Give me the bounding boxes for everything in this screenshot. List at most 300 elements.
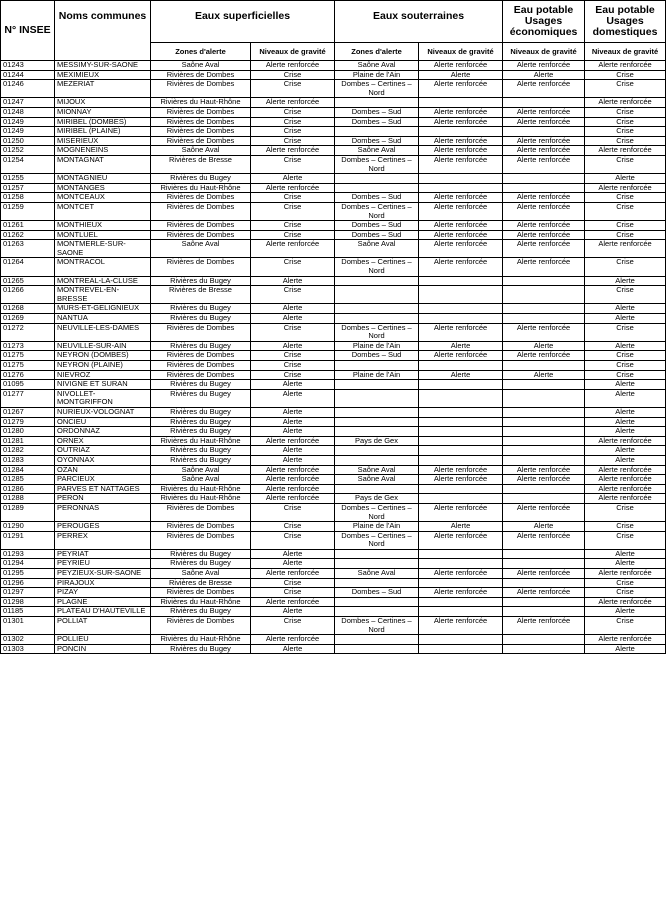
zone-sout-cell <box>335 578 419 588</box>
eau-eco-cell: Alerte <box>503 341 585 351</box>
eau-dom-cell: Crise <box>585 578 666 588</box>
table-row <box>1 559 666 569</box>
zone-sout-cell: Saône Aval <box>335 569 419 579</box>
niveau-sout-cell <box>419 127 503 137</box>
zone-sout-cell <box>335 407 419 417</box>
niveau-sout-cell <box>419 286 503 304</box>
niveau-sup-cell: Crise <box>251 286 335 304</box>
zone-sup-cell: Rivières du Haut-Rhône <box>151 494 251 504</box>
commune-cell: MONTCET <box>55 202 151 220</box>
eau-eco-cell <box>503 276 585 286</box>
zone-sout-cell: Plaine de l'Ain <box>335 522 419 532</box>
niveau-sout-cell <box>419 578 503 588</box>
niveau-sout-cell <box>419 183 503 193</box>
zone-sup-cell: Rivières de Dombes <box>151 193 251 203</box>
table-row <box>1 98 666 108</box>
subheader-zones-sout: Zones d'alerte <box>335 43 419 61</box>
niveau-sup-cell: Alerte renforcée <box>251 569 335 579</box>
eau-eco-cell <box>503 436 585 446</box>
niveau-sup-cell: Alerte <box>251 446 335 456</box>
eau-eco-cell: Alerte renforcée <box>503 61 585 71</box>
subheader-zones-sup: Zones d'alerte <box>151 43 251 61</box>
niveau-sup-cell: Alerte <box>251 427 335 437</box>
eau-eco-cell: Alerte renforcée <box>503 531 585 549</box>
zone-sup-cell: Rivières du Bugey <box>151 644 251 654</box>
table-row <box>1 136 666 146</box>
eau-eco-cell <box>503 484 585 494</box>
zone-sup-cell: Rivières de Dombes <box>151 70 251 80</box>
niveau-sup-cell: Alerte <box>251 389 335 407</box>
commune-cell: OYONNAX <box>55 455 151 465</box>
eau-eco-cell: Alerte renforcée <box>503 202 585 220</box>
eau-eco-cell: Alerte renforcée <box>503 146 585 156</box>
niveau-sout-cell <box>419 380 503 390</box>
table-row <box>1 107 666 117</box>
eau-eco-cell: Alerte renforcée <box>503 258 585 276</box>
eau-eco-cell: Alerte renforcée <box>503 136 585 146</box>
niveau-sout-cell <box>419 597 503 607</box>
zone-sup-cell: Rivières de Dombes <box>151 136 251 146</box>
zone-sup-cell: Saône Aval <box>151 569 251 579</box>
zone-sup-cell: Rivières de Dombes <box>151 107 251 117</box>
eau-dom-cell: Alerte <box>585 644 666 654</box>
eau-eco-cell <box>503 559 585 569</box>
niveau-sup-cell: Alerte <box>251 276 335 286</box>
niveau-sout-cell <box>419 607 503 617</box>
zone-sout-cell: Dombes – Sud <box>335 221 419 231</box>
niveau-sout-cell <box>419 484 503 494</box>
table-row <box>1 549 666 559</box>
eau-eco-cell <box>503 635 585 645</box>
niveau-sout-cell: Alerte <box>419 341 503 351</box>
niveau-sout-cell <box>419 446 503 456</box>
eau-dom-cell: Alerte <box>585 314 666 324</box>
commune-cell: MISERIEUX <box>55 136 151 146</box>
commune-cell: PARCIEUX <box>55 475 151 485</box>
niveau-sout-cell <box>419 635 503 645</box>
table-row <box>1 484 666 494</box>
zone-sout-cell: Dombes – Certines – Nord <box>335 258 419 276</box>
table-row <box>1 323 666 341</box>
niveau-sout-cell: Alerte renforcée <box>419 258 503 276</box>
eau-eco-cell: Alerte renforcée <box>503 503 585 521</box>
table-row <box>1 389 666 407</box>
commune-cell: PLATEAU D'HAUTEVILLE <box>55 607 151 617</box>
table-row <box>1 531 666 549</box>
commune-cell: ONCIEU <box>55 417 151 427</box>
insee-cell: 01301 <box>1 617 55 635</box>
zone-sup-cell: Rivières de Dombes <box>151 370 251 380</box>
niveau-sup-cell: Crise <box>251 617 335 635</box>
zone-sout-cell: Dombes – Sud <box>335 136 419 146</box>
insee-cell: 01290 <box>1 522 55 532</box>
zone-sout-cell: Dombes – Certines – Nord <box>335 323 419 341</box>
niveau-sout-cell: Alerte renforcée <box>419 146 503 156</box>
eau-dom-cell: Crise <box>585 370 666 380</box>
niveau-sup-cell: Alerte <box>251 644 335 654</box>
table-row <box>1 351 666 361</box>
zone-sout-cell: Dombes – Certines – Nord <box>335 503 419 521</box>
zone-sup-cell: Saône Aval <box>151 61 251 71</box>
eau-dom-cell: Crise <box>585 351 666 361</box>
commune-cell: PEYRIEU <box>55 559 151 569</box>
niveau-sup-cell: Alerte <box>251 455 335 465</box>
table-row <box>1 503 666 521</box>
zone-sout-cell <box>335 427 419 437</box>
zone-sup-cell: Rivières de Dombes <box>151 258 251 276</box>
zone-sout-cell <box>335 484 419 494</box>
insee-cell: 01275 <box>1 351 55 361</box>
zone-sout-cell <box>335 361 419 371</box>
table-row <box>1 417 666 427</box>
commune-cell: PEYZIEUX-SUR-SAONE <box>55 569 151 579</box>
niveau-sout-cell: Alerte <box>419 522 503 532</box>
eau-dom-cell: Alerte renforcée <box>585 494 666 504</box>
eau-dom-cell: Alerte renforcée <box>585 146 666 156</box>
subheader-niveaux-sup: Niveaux de gravité <box>251 43 335 61</box>
insee-cell: 01268 <box>1 304 55 314</box>
commune-cell: MONTLUEL <box>55 230 151 240</box>
insee-cell: 01289 <box>1 503 55 521</box>
eau-dom-cell: Alerte <box>585 607 666 617</box>
zone-sout-cell <box>335 597 419 607</box>
niveau-sout-cell <box>419 174 503 184</box>
eau-dom-cell: Alerte <box>585 446 666 456</box>
table-row <box>1 494 666 504</box>
niveau-sout-cell: Alerte renforcée <box>419 351 503 361</box>
commune-cell: MONTREAL-LA-CLUSE <box>55 276 151 286</box>
table-row <box>1 155 666 173</box>
insee-cell: 01267 <box>1 407 55 417</box>
eau-eco-cell: Alerte renforcée <box>503 569 585 579</box>
zone-sup-cell: Rivières de Dombes <box>151 588 251 598</box>
commune-cell: MONTREVEL-EN-BRESSE <box>55 286 151 304</box>
commune-cell: NIEVROZ <box>55 370 151 380</box>
eau-dom-cell: Crise <box>585 117 666 127</box>
zone-sup-cell: Rivières de Bresse <box>151 155 251 173</box>
zone-sup-cell: Rivières de Dombes <box>151 351 251 361</box>
table-row <box>1 578 666 588</box>
niveau-sout-cell <box>419 98 503 108</box>
niveau-sout-cell: Alerte renforcée <box>419 221 503 231</box>
eau-eco-cell <box>503 644 585 654</box>
commune-cell: OUTRIAZ <box>55 446 151 456</box>
insee-cell: 01296 <box>1 578 55 588</box>
eau-eco-cell <box>503 314 585 324</box>
niveau-sup-cell: Alerte renforcée <box>251 436 335 446</box>
zone-sout-cell <box>335 183 419 193</box>
header-insee: N° INSEE <box>1 1 55 61</box>
table-row <box>1 607 666 617</box>
zone-sout-cell <box>335 417 419 427</box>
commune-cell: PONCIN <box>55 644 151 654</box>
commune-cell: PLAGNE <box>55 597 151 607</box>
niveau-sout-cell: Alerte renforcée <box>419 569 503 579</box>
eau-eco-cell <box>503 446 585 456</box>
eau-dom-cell: Crise <box>585 107 666 117</box>
eau-dom-cell: Crise <box>585 193 666 203</box>
commune-cell: MESSIMY-SUR-SAONE <box>55 61 151 71</box>
niveau-sout-cell: Alerte renforcée <box>419 503 503 521</box>
insee-cell: 01257 <box>1 183 55 193</box>
zone-sup-cell: Rivières du Haut-Rhône <box>151 597 251 607</box>
eau-dom-cell: Crise <box>585 127 666 137</box>
eau-eco-cell: Alerte renforcée <box>503 475 585 485</box>
zone-sup-cell: Rivières du Haut-Rhône <box>151 484 251 494</box>
niveau-sout-cell <box>419 276 503 286</box>
niveau-sup-cell: Alerte renforcée <box>251 183 335 193</box>
eau-dom-cell: Crise <box>585 136 666 146</box>
eau-dom-cell: Alerte <box>585 304 666 314</box>
zone-sup-cell: Rivières de Dombes <box>151 361 251 371</box>
eau-dom-cell: Alerte renforcée <box>585 465 666 475</box>
insee-cell: 01291 <box>1 531 55 549</box>
eau-dom-cell: Alerte <box>585 276 666 286</box>
eau-dom-cell: Alerte <box>585 389 666 407</box>
zone-sup-cell: Rivières du Haut-Rhône <box>151 635 251 645</box>
insee-cell: 01265 <box>1 276 55 286</box>
insee-cell: 01185 <box>1 607 55 617</box>
eau-eco-cell <box>503 455 585 465</box>
niveau-sup-cell: Crise <box>251 361 335 371</box>
commune-cell: MIJOUX <box>55 98 151 108</box>
zone-sout-cell: Dombes – Sud <box>335 193 419 203</box>
commune-cell: MIONNAY <box>55 107 151 117</box>
zone-sout-cell <box>335 314 419 324</box>
insee-cell: 01294 <box>1 559 55 569</box>
zone-sup-cell: Saône Aval <box>151 475 251 485</box>
zone-sout-cell <box>335 174 419 184</box>
eau-eco-cell: Alerte renforcée <box>503 323 585 341</box>
eau-dom-cell: Crise <box>585 80 666 98</box>
zone-sout-cell <box>335 304 419 314</box>
insee-cell: 01259 <box>1 202 55 220</box>
eau-eco-cell <box>503 549 585 559</box>
header-eau-potable-economiques: Eau potable Usages économiques <box>503 1 585 43</box>
niveau-sup-cell: Alerte renforcée <box>251 484 335 494</box>
niveau-sout-cell: Alerte renforcée <box>419 155 503 173</box>
eau-eco-cell <box>503 380 585 390</box>
niveau-sout-cell: Alerte renforcée <box>419 136 503 146</box>
table-row <box>1 286 666 304</box>
zone-sout-cell: Dombes – Certines – Nord <box>335 617 419 635</box>
eau-dom-cell: Alerte renforcée <box>585 436 666 446</box>
zone-sout-cell: Dombes – Sud <box>335 351 419 361</box>
commune-cell: PIZAY <box>55 588 151 598</box>
eau-eco-cell <box>503 98 585 108</box>
commune-cell: MONTAGNIEU <box>55 174 151 184</box>
insee-cell: 01279 <box>1 417 55 427</box>
zone-sup-cell: Rivières du Bugey <box>151 304 251 314</box>
zone-sout-cell: Dombes – Sud <box>335 230 419 240</box>
table-row <box>1 117 666 127</box>
eau-eco-cell: Alerte renforcée <box>503 588 585 598</box>
zone-sout-cell: Saône Aval <box>335 475 419 485</box>
niveau-sout-cell <box>419 494 503 504</box>
eau-dom-cell: Alerte <box>585 455 666 465</box>
commune-cell: PERREX <box>55 531 151 549</box>
eau-dom-cell: Alerte renforcée <box>585 635 666 645</box>
eau-dom-cell: Alerte <box>585 341 666 351</box>
zone-sout-cell <box>335 635 419 645</box>
niveau-sup-cell: Crise <box>251 70 335 80</box>
eau-eco-cell: Alerte <box>503 70 585 80</box>
eau-eco-cell: Alerte renforcée <box>503 193 585 203</box>
commune-cell: MONTCEAUX <box>55 193 151 203</box>
eau-dom-cell: Alerte <box>585 417 666 427</box>
niveau-sout-cell: Alerte renforcée <box>419 475 503 485</box>
niveau-sup-cell: Crise <box>251 107 335 117</box>
zone-sout-cell <box>335 559 419 569</box>
zone-sup-cell: Rivières de Dombes <box>151 522 251 532</box>
commune-cell: MONTMERLE-SUR-SAONE <box>55 240 151 258</box>
zone-sout-cell: Dombes – Certines – Nord <box>335 202 419 220</box>
table-row <box>1 569 666 579</box>
eau-eco-cell: Alerte <box>503 370 585 380</box>
eau-dom-cell: Crise <box>585 522 666 532</box>
eau-dom-cell: Alerte renforcée <box>585 597 666 607</box>
eau-eco-cell: Alerte renforcée <box>503 240 585 258</box>
zone-sout-cell <box>335 607 419 617</box>
niveau-sout-cell: Alerte renforcée <box>419 465 503 475</box>
niveau-sup-cell: Crise <box>251 522 335 532</box>
niveau-sout-cell <box>419 304 503 314</box>
zone-sout-cell <box>335 286 419 304</box>
niveau-sup-cell: Alerte <box>251 559 335 569</box>
table-row <box>1 635 666 645</box>
table-row <box>1 80 666 98</box>
commune-cell: MIRIBEL (PLAINE) <box>55 127 151 137</box>
table-row <box>1 361 666 371</box>
zone-sout-cell: Dombes – Sud <box>335 117 419 127</box>
eau-eco-cell <box>503 286 585 304</box>
commune-cell: MONTRACOL <box>55 258 151 276</box>
insee-cell: 01281 <box>1 436 55 446</box>
eau-dom-cell: Crise <box>585 286 666 304</box>
table-row <box>1 127 666 137</box>
eau-dom-cell: Crise <box>585 323 666 341</box>
niveau-sup-cell: Crise <box>251 193 335 203</box>
zone-sout-cell: Plaine de l'Ain <box>335 70 419 80</box>
commune-cell: NEUVILLE-LES-DAMES <box>55 323 151 341</box>
header-eaux-souterraines: Eaux souterraines <box>335 1 503 43</box>
niveau-sup-cell: Alerte <box>251 549 335 559</box>
subheader-niveaux-sout: Niveaux de gravité <box>419 43 503 61</box>
zone-sup-cell: Rivières du Bugey <box>151 314 251 324</box>
eau-eco-cell: Alerte renforcée <box>503 221 585 231</box>
zone-sout-cell <box>335 276 419 286</box>
zone-sup-cell: Rivières du Bugey <box>151 427 251 437</box>
eau-eco-cell: Alerte <box>503 522 585 532</box>
table-row <box>1 522 666 532</box>
commune-cell: PEROUGES <box>55 522 151 532</box>
zone-sup-cell: Rivières du Haut-Rhône <box>151 98 251 108</box>
niveau-sout-cell <box>419 644 503 654</box>
zone-sout-cell <box>335 644 419 654</box>
zone-sup-cell: Rivières du Bugey <box>151 407 251 417</box>
eau-dom-cell: Crise <box>585 361 666 371</box>
zone-sout-cell <box>335 455 419 465</box>
zone-sout-cell <box>335 380 419 390</box>
niveau-sup-cell: Crise <box>251 588 335 598</box>
commune-cell: NEYRON (PLAINE) <box>55 361 151 371</box>
zone-sout-cell: Dombes – Sud <box>335 107 419 117</box>
niveau-sout-cell <box>419 361 503 371</box>
niveau-sout-cell: Alerte renforcée <box>419 230 503 240</box>
niveau-sup-cell: Crise <box>251 370 335 380</box>
eau-dom-cell: Alerte <box>585 380 666 390</box>
insee-cell: 01302 <box>1 635 55 645</box>
zone-sout-cell: Saône Aval <box>335 61 419 71</box>
table-row <box>1 644 666 654</box>
insee-cell: 01275 <box>1 361 55 371</box>
eau-dom-cell: Alerte <box>585 559 666 569</box>
header-communes: Noms communes <box>55 1 151 61</box>
eau-dom-cell: Crise <box>585 70 666 80</box>
commune-cell: OZAN <box>55 465 151 475</box>
eau-dom-cell: Crise <box>585 617 666 635</box>
zone-sup-cell: Rivières du Haut-Rhône <box>151 436 251 446</box>
insee-cell: 01095 <box>1 380 55 390</box>
niveau-sup-cell: Crise <box>251 351 335 361</box>
header-eaux-superficielles: Eaux superficielles <box>151 1 335 43</box>
commune-cell: NANTUA <box>55 314 151 324</box>
eau-eco-cell: Alerte renforcée <box>503 230 585 240</box>
zone-sout-cell: Pays de Gex <box>335 494 419 504</box>
eau-eco-cell: Alerte renforcée <box>503 155 585 173</box>
commune-cell: ORDONNAZ <box>55 427 151 437</box>
insee-cell: 01273 <box>1 341 55 351</box>
zone-sout-cell: Saône Aval <box>335 146 419 156</box>
eau-dom-cell: Alerte <box>585 549 666 559</box>
eau-dom-cell: Crise <box>585 230 666 240</box>
insee-cell: 01258 <box>1 193 55 203</box>
eau-eco-cell <box>503 607 585 617</box>
insee-cell: 01266 <box>1 286 55 304</box>
zone-sup-cell: Rivières de Dombes <box>151 531 251 549</box>
niveau-sout-cell: Alerte renforcée <box>419 617 503 635</box>
niveau-sup-cell: Crise <box>251 323 335 341</box>
subheader-niveaux-eco: Niveaux de gravité <box>503 43 585 61</box>
zone-sup-cell: Rivières de Dombes <box>151 230 251 240</box>
niveau-sup-cell: Crise <box>251 117 335 127</box>
zone-sup-cell: Rivières de Dombes <box>151 323 251 341</box>
niveau-sup-cell: Crise <box>251 202 335 220</box>
niveau-sup-cell: Alerte <box>251 407 335 417</box>
eau-eco-cell: Alerte renforcée <box>503 617 585 635</box>
zone-sout-cell: Plaine de l'Ain <box>335 341 419 351</box>
commune-cell: PARVES ET NATTAGES <box>55 484 151 494</box>
insee-cell: 01246 <box>1 80 55 98</box>
eau-dom-cell: Alerte <box>585 427 666 437</box>
eau-eco-cell <box>503 361 585 371</box>
niveau-sout-cell: Alerte renforcée <box>419 323 503 341</box>
niveau-sup-cell: Alerte renforcée <box>251 98 335 108</box>
insee-cell: 01298 <box>1 597 55 607</box>
table-row <box>1 174 666 184</box>
zone-sup-cell: Rivières du Haut-Rhône <box>151 183 251 193</box>
zone-sup-cell: Rivières de Dombes <box>151 127 251 137</box>
commune-cell: NEUVILLE-SUR-AIN <box>55 341 151 351</box>
niveau-sout-cell: Alerte renforcée <box>419 240 503 258</box>
eau-eco-cell <box>503 494 585 504</box>
eau-eco-cell: Alerte renforcée <box>503 465 585 475</box>
insee-cell: 01282 <box>1 446 55 456</box>
commune-cell: MONTANGES <box>55 183 151 193</box>
insee-cell: 01254 <box>1 155 55 173</box>
zone-sup-cell: Rivières du Bugey <box>151 607 251 617</box>
eau-eco-cell: Alerte renforcée <box>503 107 585 117</box>
